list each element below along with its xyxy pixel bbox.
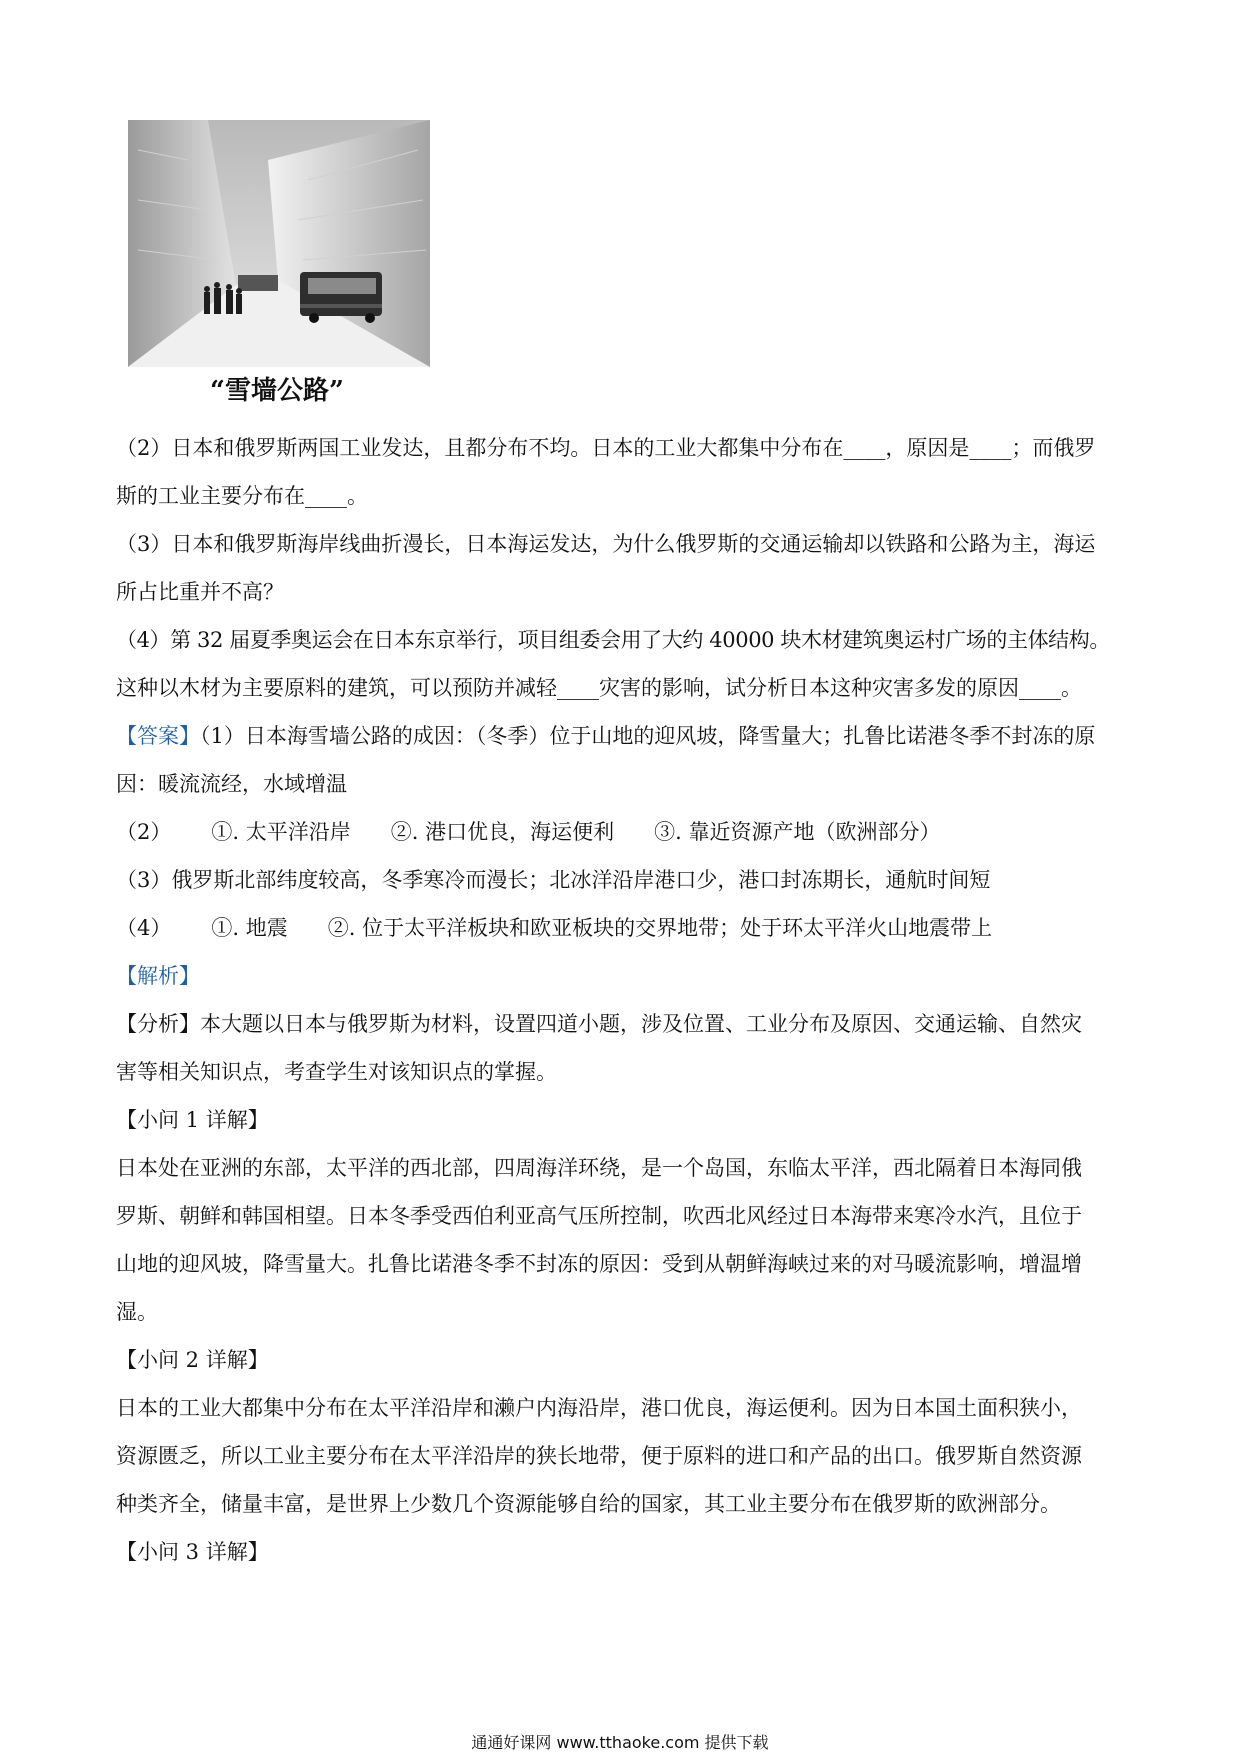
q2-line: （2）日本和俄罗斯两国工业发达，且都分布不均。日本的工业大都集中分布在____，原因是____；而俄罗 [116, 436, 1096, 460]
answer-option: ①. 地震 [211, 916, 288, 940]
q2-line: 斯的工业主要分布在____。 [116, 484, 368, 508]
answer-3: （3）俄罗斯北部纬度较高，冬季寒冷而漫长；北冰洋沿岸港口少，港口封冻期长，通航时间短 [116, 868, 991, 892]
analysis-line: 罗斯、朝鲜和韩国相望。日本冬季受西伯利亚高气压所控制，吹西北风经过日本海带来寒冷水汽，且位于 [116, 1204, 1082, 1228]
answer-2 [116, 808, 1126, 856]
analysis-tag: 【解析】 [116, 964, 200, 988]
section-heading: 【小问 1 详解】 [116, 1108, 269, 1132]
answer-option: ②. 港口优良，海运便利 [390, 820, 615, 844]
answer-line: 因：暖流流经，水域增温 [116, 772, 347, 796]
answer-option: ①. 太平洋沿岸 [211, 820, 351, 844]
q4-line: 这种以木材为主要原料的建筑，可以预防并减轻____灾害的影响，试分析日本这种灾害多发的原因____。 [116, 676, 1082, 700]
section-heading: 【小问 2 详解】 [116, 1348, 269, 1372]
figure-caption: “雪墙公路” [210, 376, 344, 406]
analysis-line: 【分析】本大题以日本与俄罗斯为材料，设置四道小题，涉及位置、工业分布及原因、交通运输、自然灾 [116, 1012, 1082, 1036]
q4-line: （4）第 32 届夏季奥运会在日本东京举行，项目组委会用了大约 40000 块木材建筑奥运村广场的主体结构。 [116, 628, 1110, 652]
answer-1-text: （1）日本海雪墙公路的成因：（冬季）位于山地的迎风坡，降雪量大；扎鲁比诺港冬季不封冻的原 [200, 724, 1096, 748]
document-body [116, 424, 1126, 1576]
answer-option: ③. 靠近资源产地（欧洲部分） [654, 820, 941, 844]
answer-2-number: （2） [116, 820, 172, 844]
analysis-line: 山地的迎风坡，降雪量大。扎鲁比诺港冬季不封冻的原因：受到从朝鲜海峡过来的对马暖流影响，增温增 [116, 1252, 1082, 1276]
section-heading: 【小问 3 详解】 [116, 1540, 269, 1564]
snow-wall-road-photo [128, 120, 430, 367]
analysis-line: 日本处在亚洲的东部，太平洋的西北部，四周海洋环绕，是一个岛国，东临太平洋，西北隔着日本海同俄 [116, 1156, 1082, 1180]
answer-4 [116, 904, 1126, 952]
q3-line: 所占比重并不高？ [116, 580, 284, 604]
answer-option: ②. 位于太平洋板块和欧亚板块的交界地带；处于环太平洋火山地震带上 [327, 916, 993, 940]
analysis-line: 日本的工业大都集中分布在太平洋沿岸和濑户内海沿岸，港口优良，海运便利。因为日本国土面积狭小， [116, 1396, 1082, 1420]
q3-line: （3）日本和俄罗斯海岸线曲折漫长，日本海运发达，为什么俄罗斯的交通运输却以铁路和公路为主，海运 [116, 532, 1096, 556]
analysis-line: 种类齐全，储量丰富，是世界上少数几个资源能够自给的国家，其工业主要分布在俄罗斯的欧洲部分。 [116, 1492, 1061, 1516]
analysis-line: 害等相关知识点，考查学生对该知识点的掌握。 [116, 1060, 557, 1084]
answer-tag: 【答案】 [116, 724, 200, 748]
page-footer: 通通好课网 www.tthaoke.com 提供下载 [471, 1733, 769, 1752]
answer-line [116, 712, 1126, 760]
analysis-line: 湿。 [116, 1300, 158, 1324]
answer-4-number: （4） [116, 916, 172, 940]
analysis-line: 资源匮乏，所以工业主要分布在太平洋沿岸的狭长地带，便于原料的进口和产品的出口。俄罗斯自然资源 [116, 1444, 1082, 1468]
